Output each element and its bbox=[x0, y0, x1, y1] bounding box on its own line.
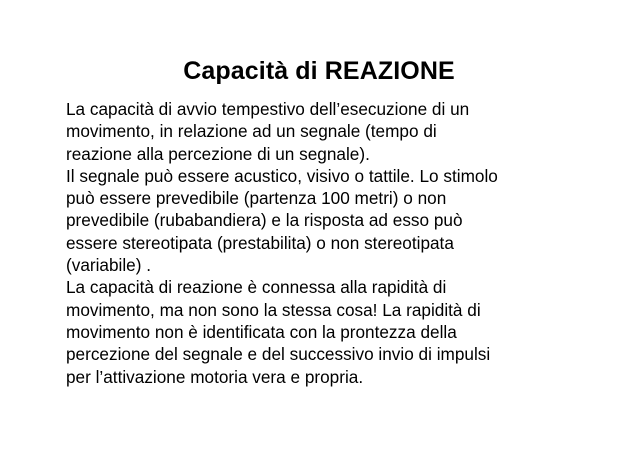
text-line: Il segnale può essere acustico, visivo o tattile. Lo stimolo bbox=[66, 165, 498, 186]
text-line: essere stereotipata (prestabilita) o non stereotipata bbox=[66, 232, 454, 253]
text-line: percezione del segnale e del successivo invio di impulsi bbox=[66, 344, 491, 365]
text-line: movimento, in relazione ad un segnale (tempo di bbox=[66, 121, 437, 142]
paragraph-signal-types bbox=[66, 165, 572, 276]
text-line: La capacità di reazione è connessa alla rapidità di bbox=[66, 277, 447, 298]
text-line: per l’attivazione motoria vera e propria. bbox=[66, 366, 364, 387]
slide-title: Capacità di REAZIONE bbox=[183, 57, 455, 85]
text-line: movimento, ma non sono la stessa cosa! La rapidità di bbox=[66, 299, 481, 320]
paragraph-reaction-vs-speed bbox=[66, 276, 572, 387]
text-line: reazione alla percezione di un segnale). bbox=[66, 143, 370, 164]
text-line: (variabile) . bbox=[66, 255, 152, 276]
text-line: può essere prevedibile (partenza 100 metri) o non bbox=[66, 188, 447, 209]
text-line: La capacità di avvio tempestivo dell’esecuzione di un bbox=[66, 99, 470, 119]
text-line: prevedibile (rubabandiera) e la risposta ad esso può bbox=[66, 210, 463, 231]
paragraph-reaction-definition bbox=[66, 98, 572, 165]
slide-body bbox=[66, 98, 572, 388]
text-line: movimento non è identificata con la prontezza della bbox=[66, 321, 457, 342]
